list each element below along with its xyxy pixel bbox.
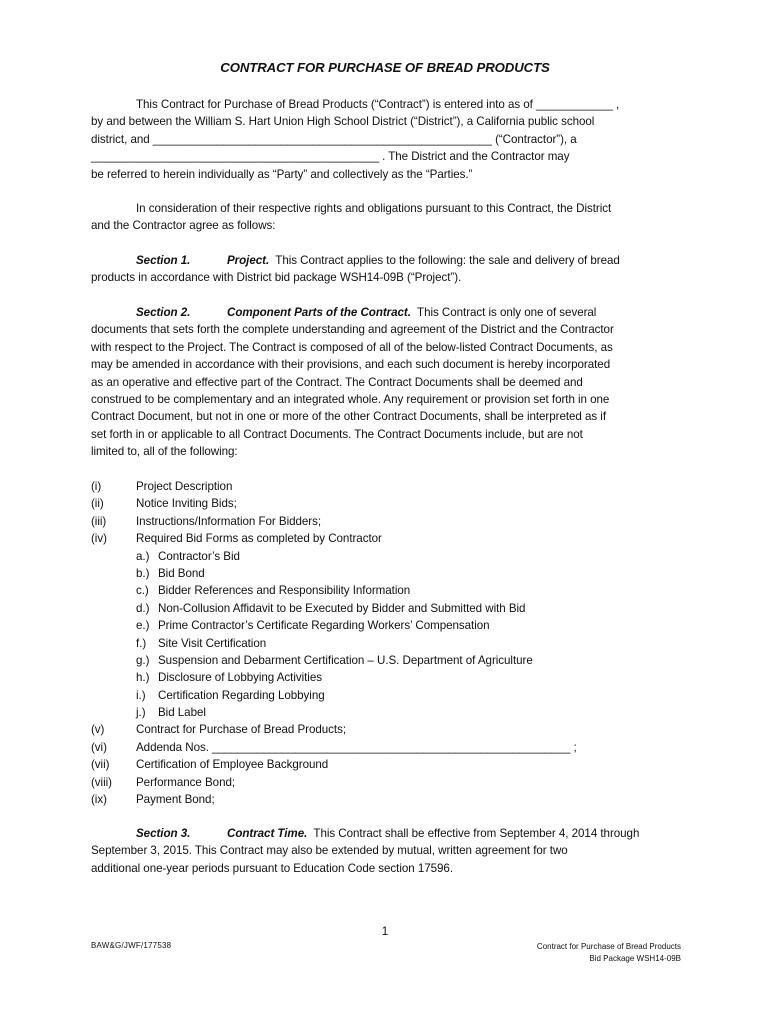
consideration-line: and the Contractor agree as follows: (91, 219, 276, 233)
sub-list-item: h.) Disclosure of Lobbying Activities (136, 671, 322, 685)
section-1-heading: Project. (227, 254, 270, 267)
sub-list-item: g.) Suspension and Debarment Certification – U.S. Department of Agriculture (136, 653, 533, 667)
footer-bid-package: Bid Package WSH14-09B (589, 954, 681, 963)
list-item: (i) Project Description (91, 480, 233, 493)
section-3 (91, 825, 681, 877)
sub-list-item: d.) Non-Collusion Affidavit to be Executed by Bidder and Submitted with Bid (136, 601, 526, 615)
section-2-line: as an operative and effective part of the Contract. The Contract Documents shall be deemed and (91, 375, 583, 389)
section-2-label: Section 2. (136, 306, 191, 319)
consideration-line: In consideration of their respective rights and obligations pursuant to this Contract, the District (136, 202, 612, 215)
intro-line: be referred to herein individually as “Party” and collectively as the “Parties.” (91, 167, 473, 181)
sub-list-item: c.) Bidder References and Responsibility Information (136, 584, 411, 598)
footer-document-code: BAW&G/JWF/177538 (91, 941, 172, 950)
section-2 (91, 304, 681, 461)
consideration-paragraph (91, 200, 681, 235)
section-2-line: Section 2. Component Parts of the Contract. This Contract is only one of several (91, 304, 681, 321)
list-item: (iii) Instructions/Information For Bidders; (91, 514, 322, 528)
intro-line: by and between the William S. Hart Union High School District (“District”), a California public school (91, 115, 595, 129)
intro-line: _____________________________________________ . The District and the Contractor may (91, 150, 570, 164)
sub-list-item: e.) Prime Contractor’s Certificate Regarding Workers’ Compensation (136, 619, 490, 633)
list-item: (vi) Addenda Nos. ________________________________________________________ ; (91, 740, 577, 754)
section-1 (91, 252, 681, 287)
section-1-line: Section 1. Project. This Contract applies to the following: the sale and delivery of bread (91, 252, 681, 269)
intro-line: This Contract for Purchase of Bread Products (“Contract”) is entered into as of ____________ , (136, 98, 620, 111)
section-3-line: additional one-year periods pursuant to Education Code section 17596. (91, 861, 454, 875)
list-item: (iv) Required Bid Forms as completed by Contractor (91, 532, 382, 546)
intro-paragraph (91, 96, 681, 183)
list-item: (vii) Certification of Employee Background (91, 758, 329, 772)
list-item: (viii) Performance Bond; (91, 775, 236, 789)
section-2-heading: Component Parts of the Contract. (227, 306, 411, 319)
section-2-line: limited to, all of the following: (91, 445, 238, 459)
list-item: (ix) Payment Bond; (91, 793, 215, 807)
section-3-line: September 3, 2015. This Contract may also be extended by mutual, written agreement for two (91, 844, 568, 858)
document-title: CONTRACT FOR PURCHASE OF BREAD PRODUCTS (220, 60, 550, 75)
section-2-line: with respect to the Project. The Contract is composed of all of the below-listed Contract Documents, as (91, 340, 613, 354)
section-2-line: Contract Document, but not in one or more of the other Contract Documents, shall be interpreted as if (91, 410, 607, 424)
sub-list-item: j.) Bid Label (136, 706, 206, 720)
list-item: (v) Contract for Purchase of Bread Products; (91, 723, 347, 737)
section-1-line: products in accordance with District bid package WSH14-09B (“Project”). (91, 271, 462, 285)
section-3-heading: Contract Time. (227, 827, 308, 840)
footer-document-info (537, 941, 681, 965)
footer-contract-name: Contract for Purchase of Bread Products (536, 942, 681, 951)
section-2-line: set forth in or applicable to all Contract Documents. The Contract Documents include, but are not (91, 427, 583, 441)
sub-list-item: i.) Certification Regarding Lobbying (136, 688, 325, 702)
sub-list-item: b.) Bid Bond (136, 566, 205, 580)
list-item: (ii) Notice Inviting Bids; (91, 497, 237, 511)
sub-list-item: f.) Site Visit Certification (136, 636, 267, 650)
page-number: 1 (381, 925, 389, 938)
section-3-line: Section 3. Contract Time. This Contract shall be effective from September 4, 2014 through (91, 825, 681, 842)
section-2-line: construed to be complementary and an integrated whole. Any requirement or provision set forth in one (91, 392, 610, 406)
sub-list-item: a.) Contractor’s Bid (136, 549, 240, 563)
section-2-line: may be amended in accordance with their provisions, and each such document is hereby incorporated (91, 358, 611, 372)
section-3-label: Section 3. (136, 827, 191, 840)
section-1-label: Section 1. (136, 254, 191, 267)
intro-line: district, and _____________________________________________________ (“Contractor”), a (91, 132, 577, 146)
contract-documents-list (91, 478, 681, 808)
section-2-line: documents that sets forth the complete understanding and agreement of the District and the Contractor (91, 323, 614, 337)
